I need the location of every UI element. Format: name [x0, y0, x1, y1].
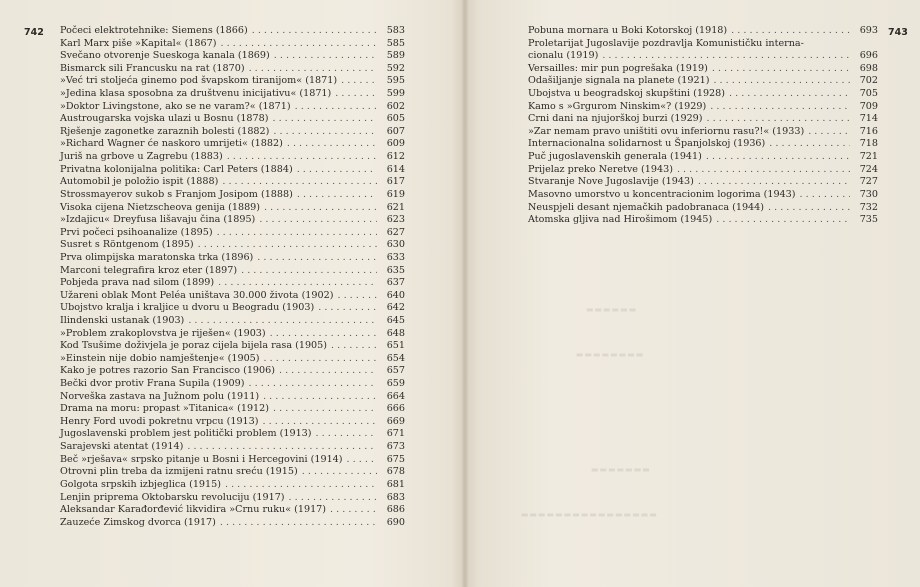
toc-leader-dots — [260, 353, 377, 366]
toc-entry-title: Puč jugoslavenskih generala (1941) — [528, 151, 702, 163]
toc-entry-page: 681 — [386, 478, 405, 490]
toc-leader-dots — [293, 189, 377, 202]
toc-entry-title: Rješenje zagonetke zaraznih bolesti (1882) — [60, 125, 270, 137]
toc-entry-title: Golgota srpskih izbjeglica (1915) — [60, 478, 221, 490]
toc-entry-page: 675 — [386, 453, 405, 465]
toc-entry-title: Otrovni plin treba da izmijeni ratnu sreću (1915) — [60, 466, 298, 478]
toc-leader-dots — [796, 189, 850, 202]
toc-leader-dots — [218, 176, 377, 189]
toc-entry — [60, 50, 405, 63]
toc-entry — [528, 176, 878, 189]
toc-entry-page: 623 — [386, 214, 405, 226]
toc-entry-title: Sarajevski atentat (1914) — [60, 441, 184, 453]
toc-entry — [60, 353, 405, 366]
toc-leader-dots — [283, 138, 377, 151]
left-page-number: 742 — [24, 27, 44, 38]
toc-leader-dots — [245, 378, 377, 391]
toc-entry-page: 709 — [859, 100, 878, 112]
toc-entry — [60, 378, 405, 391]
toc-leader-dots — [708, 63, 850, 76]
toc-leader-dots — [266, 328, 377, 341]
toc-entry-title: Automobil je položio ispit (1888) — [60, 176, 219, 188]
toc-entry — [60, 189, 405, 202]
toc-entry — [60, 176, 405, 189]
toc-entry-title: Kamo s »Grgurom Ninskim«? (1929) — [528, 100, 707, 112]
toc-leader-dots — [706, 101, 850, 114]
toc-entry-title: Susret s Röntgenom (1895) — [60, 239, 194, 251]
toc-entry-page: 640 — [386, 289, 405, 301]
toc-entry — [60, 25, 405, 38]
toc-entry-title: Počeci elektrotehnike: Siemens (1866) — [60, 24, 248, 36]
toc-leader-dots — [765, 138, 850, 151]
toc-entry-page: 609 — [386, 138, 405, 150]
toc-entry-page: 619 — [386, 188, 405, 200]
toc-leader-dots — [343, 454, 377, 467]
toc-entry-page: 612 — [386, 151, 405, 163]
toc-entry-page: 602 — [386, 100, 405, 112]
toc-entry-page: 669 — [386, 415, 405, 427]
toc-entry — [60, 101, 405, 114]
toc-entry-title: Jugoslavenski problem jest politički problem (1913) — [60, 428, 312, 440]
toc-entry — [528, 138, 878, 151]
toc-entry — [528, 88, 878, 101]
toc-entry-title: Versailles: mir pun pogrešaka (1919) — [528, 62, 708, 74]
toc-entry-page: 664 — [386, 390, 405, 402]
toc-entry-page: 621 — [386, 201, 405, 213]
toc-entry-page: 585 — [386, 37, 405, 49]
toc-entry-page: 678 — [386, 466, 405, 478]
toc-entry-page: 730 — [859, 188, 878, 200]
toc-entry — [60, 365, 405, 378]
toc-entry-title: Pobuna mornara u Boki Kotorskoj (1918) — [528, 24, 728, 36]
toc-entry-title: Stvaranje Nove Jugoslavije (1943) — [528, 176, 694, 188]
toc-entry-title: »Problem zrakoplovstva je riješen« (1903) — [60, 327, 266, 339]
toc-leader-dots — [725, 88, 850, 101]
toc-leader-dots — [293, 164, 377, 177]
toc-leader-dots — [673, 164, 850, 177]
toc-entry — [60, 239, 405, 252]
toc-leader-dots — [214, 277, 377, 290]
toc-entry-title: Henry Ford uvodi pokretnu vrpcu (1913) — [60, 415, 259, 427]
toc-entry-title: cionalu (1919) — [528, 50, 599, 62]
toc-entry — [60, 265, 405, 278]
toc-entry-title: Prijelaz preko Neretve (1943) — [528, 163, 673, 175]
toc-leader-dots — [275, 365, 377, 378]
toc-entry — [60, 126, 405, 139]
toc-entry — [528, 126, 878, 139]
toc-leader-dots — [598, 50, 850, 63]
toc-entry-page: 716 — [859, 125, 878, 137]
toc-leader-dots — [727, 25, 850, 38]
toc-leader-dots — [703, 113, 850, 126]
toc-entry — [528, 202, 878, 215]
toc-entry-title: »Doktor Livingstone, ako se ne varam?« (1871) — [60, 100, 291, 112]
toc-entry-page: 659 — [386, 378, 405, 390]
toc-entry-title: Ilindenski ustanak (1903) — [60, 315, 185, 326]
toc-entry-title: Juriš na grbove u Zagrebu (1883) — [60, 151, 223, 163]
toc-entry — [528, 38, 878, 63]
toc-entry-page: 635 — [386, 264, 405, 276]
toc-entry-page: 705 — [859, 88, 878, 100]
toc-entry-page: 592 — [386, 62, 405, 74]
toc-entry-title: Aleksandar Karađorđević likvidira »Crnu ruku« (1917) — [60, 504, 327, 516]
toc-leader-dots — [270, 50, 377, 63]
toc-entry-title: Bismarck sili Francusku na rat (1870) — [60, 62, 245, 74]
toc-entry-page: 607 — [386, 125, 405, 137]
toc-entry-page: 683 — [386, 491, 405, 503]
toc-entry-title: Norveška zastava na Južnom polu (1911) — [60, 390, 260, 402]
book-gutter — [462, 0, 468, 587]
toc-entry-page: 686 — [386, 504, 405, 516]
toc-entry — [60, 290, 405, 303]
toc-entry-page: 589 — [386, 50, 405, 62]
toc-leader-dots — [221, 479, 377, 492]
toc-entry-title: »Već tri stoljeća ginemo pod švapskom tiranijom« (1871) — [60, 75, 338, 87]
toc-leader-dots — [764, 202, 850, 215]
toc-entry-title: Ubojstvo kralja i kraljice u dvoru u Beogradu (1903) — [60, 302, 315, 314]
toc-entry — [60, 429, 405, 442]
toc-entry — [528, 63, 878, 76]
toc-entry — [60, 504, 405, 517]
toc-entry-title: Austrougarska vojska ulazi u Bosnu (1878) — [60, 113, 269, 125]
toc-entry-page: 690 — [386, 516, 405, 528]
toc-leader-dots — [260, 202, 377, 215]
toc-entry-title: Odašiljanje signala na planete (1921) — [528, 75, 710, 87]
toc-entry — [60, 88, 405, 101]
toc-leader-dots — [268, 113, 377, 126]
toc-leader-dots — [253, 252, 377, 265]
toc-leader-dots — [709, 75, 850, 88]
toc-entry-title: Internacionalna solidarnost u Španjolskoj (1936) — [528, 138, 766, 150]
toc-entry-page: 599 — [386, 88, 405, 100]
toc-entry-page: 732 — [859, 201, 878, 213]
toc-entry-page: 671 — [386, 428, 405, 440]
toc-leader-dots — [184, 315, 377, 328]
toc-entry-title: Visoka cijena Nietzscheova genija (1889) — [60, 201, 261, 213]
toc-entry-title: Beč »rješava« srpsko pitanje u Bosni i Hercegovini (1914) — [60, 453, 343, 465]
toc-entry — [60, 328, 405, 341]
toc-entry-page: 702 — [859, 75, 878, 87]
toc-entry-page: 605 — [386, 113, 405, 125]
toc-entry-title: »Zar nemam pravo uništiti ovu inferiornu rasu?!« (1933) — [528, 125, 805, 137]
show-through-text: ▬▬▬▬▬▬ — [585, 305, 637, 314]
toc-entry — [528, 214, 878, 227]
toc-leader-dots — [331, 88, 377, 101]
toc-entry — [60, 214, 405, 227]
toc-entry — [60, 340, 405, 353]
toc-entry-title: Svečano otvorenje Sueskoga kanala (1869) — [60, 50, 270, 62]
toc-leader-dots — [298, 466, 377, 479]
toc-entry-title: »Einstein nije dobio namještenje« (1905) — [60, 352, 260, 364]
toc-leader-dots — [333, 290, 377, 303]
toc-leader-dots — [712, 214, 850, 227]
toc-leader-dots — [248, 25, 377, 38]
toc-entry — [528, 25, 878, 38]
toc-entry-page: 654 — [386, 352, 405, 364]
toc-entry-page: 696 — [859, 50, 878, 62]
show-through-text: ▬▬▬▬▬▬▬ — [590, 465, 650, 474]
toc-entry-page: 718 — [859, 138, 878, 150]
toc-entry — [60, 63, 405, 76]
toc-entry — [60, 454, 405, 467]
toc-entry-title: Užareni oblak Mont Peléa uništava 30.000 života (1902) — [60, 289, 334, 301]
toc-leader-dots — [314, 302, 377, 315]
toc-entry-title: Marconi telegrafira kroz eter (1897) — [60, 264, 238, 276]
toc-entry-title: »Jedina klasa sposobna za društvenu inicijativu« (1871) — [60, 88, 332, 100]
toc-entry — [528, 75, 878, 88]
toc-leader-dots — [337, 75, 377, 88]
toc-entry-page: 721 — [859, 151, 878, 163]
toc-entry — [60, 479, 405, 492]
toc-entry-title: Pobjeda prava nad silom (1899) — [60, 277, 215, 289]
toc-leader-dots — [694, 176, 850, 189]
toc-leader-dots — [237, 265, 377, 278]
left-toc-list — [60, 25, 405, 529]
toc-entry — [60, 403, 405, 416]
toc-leader-dots — [327, 340, 377, 353]
toc-entry — [60, 302, 405, 315]
toc-entry-title-line: Proletarijat Jugoslavije pozdravlja Komunističku interna- — [528, 37, 804, 49]
toc-entry-title: Strossmayerov sukob s Franjom Josipom (1888) — [60, 188, 293, 200]
toc-leader-dots — [326, 504, 377, 517]
toc-entry — [60, 492, 405, 505]
toc-entry-page: 698 — [859, 62, 878, 74]
toc-entry — [60, 252, 405, 265]
toc-entry — [528, 101, 878, 114]
toc-leader-dots — [183, 441, 377, 454]
toc-entry — [528, 151, 878, 164]
toc-leader-dots — [213, 227, 377, 240]
toc-entry-page: 627 — [386, 226, 405, 238]
toc-entry — [60, 202, 405, 215]
toc-entry — [60, 441, 405, 454]
toc-entry-title: Kod Tsušime doživjela je poraz cijela bijela rasa (1905) — [60, 340, 328, 352]
toc-entry-title: Kako je potres razorio San Francisco (1906) — [60, 365, 275, 377]
toc-entry — [60, 227, 405, 240]
toc-entry-page: 614 — [386, 163, 405, 175]
toc-entry-page: 642 — [386, 302, 405, 314]
toc-entry — [60, 416, 405, 429]
toc-entry — [60, 75, 405, 88]
toc-entry — [60, 151, 405, 164]
toc-entry-title: Crni dani na njujorškoj burzi (1929) — [528, 113, 703, 125]
toc-leader-dots — [291, 101, 377, 114]
toc-entry — [528, 113, 878, 126]
toc-entry-title: »Izdajicu« Dreyfusa lišavaju čina (1895) — [60, 214, 256, 226]
toc-entry — [528, 189, 878, 202]
toc-entry-page: 637 — [386, 277, 405, 289]
toc-entry — [60, 466, 405, 479]
toc-leader-dots — [804, 126, 850, 139]
toc-entry-page: 693 — [859, 24, 878, 36]
toc-entry-page: 666 — [386, 403, 405, 415]
toc-leader-dots — [259, 416, 377, 429]
toc-leader-dots — [255, 214, 377, 227]
toc-entry-page: 657 — [386, 365, 405, 377]
toc-entry — [528, 164, 878, 177]
toc-leader-dots — [216, 517, 377, 530]
toc-entry-page: 630 — [386, 239, 405, 251]
toc-entry — [60, 277, 405, 290]
right-page-number: 743 — [888, 27, 908, 38]
toc-leader-dots — [194, 239, 377, 252]
toc-entry — [60, 38, 405, 51]
toc-leader-dots — [223, 151, 377, 164]
toc-leader-dots — [216, 38, 377, 51]
toc-entry-title: Drama na moru: propast »Titanica« (1912) — [60, 403, 269, 415]
toc-entry-title: Prva olimpijska maratonska trka (1896) — [60, 251, 254, 263]
toc-entry — [60, 138, 405, 151]
show-through-text: ▬▬▬▬▬▬▬▬▬▬▬▬▬▬▬▬ — [520, 510, 657, 519]
toc-entry-title: Ubojstva u beogradskoj skupštini (1928) — [528, 88, 725, 100]
toc-entry — [60, 517, 405, 530]
toc-entry-title: Zauzeće Zimskog dvorca (1917) — [60, 516, 216, 528]
toc-entry-title: Neuspjeli desant njemačkih padobranaca (1944) — [528, 201, 764, 213]
toc-entry-page: 651 — [386, 340, 405, 352]
toc-entry-page: 645 — [386, 315, 405, 326]
toc-entry-title: Bečki dvor protiv Frana Supila (1909) — [60, 378, 245, 390]
toc-entry-page: 673 — [386, 441, 405, 453]
toc-entry — [60, 391, 405, 404]
toc-entry-page: 724 — [859, 163, 878, 175]
toc-entry-page: 633 — [386, 251, 405, 263]
toc-entry-title: Masovno umorstvo u koncentracionim logorima (1943) — [528, 188, 796, 200]
toc-entry-title: Prvi počeci psihoanalize (1895) — [60, 226, 213, 238]
toc-entry-page: 583 — [386, 24, 405, 36]
toc-entry — [60, 113, 405, 126]
toc-entry-title: Atomska gljiva nad Hirošimom (1945) — [528, 214, 713, 226]
toc-entry-title: Lenjin priprema Oktobarsku revoluciju (1917) — [60, 491, 285, 503]
toc-entry-page: 648 — [386, 327, 405, 339]
toc-leader-dots — [259, 391, 377, 404]
toc-leader-dots — [245, 63, 377, 76]
toc-entry-page: 727 — [859, 176, 878, 188]
toc-entry-page: 617 — [386, 176, 405, 188]
toc-entry — [60, 315, 405, 328]
toc-leader-dots — [285, 492, 377, 505]
toc-entry-page: 595 — [386, 75, 405, 87]
right-toc-list — [528, 25, 878, 227]
toc-leader-dots — [269, 403, 377, 416]
toc-entry — [60, 164, 405, 177]
toc-leader-dots — [312, 428, 377, 441]
toc-entry-page: 714 — [859, 113, 878, 125]
toc-entry-title: Privatna kolonijalna politika: Carl Peters (1884) — [60, 163, 293, 175]
toc-leader-dots — [702, 151, 850, 164]
toc-entry-page: 735 — [859, 214, 878, 226]
toc-entry-title: »Richard Wagner će naskoro umrijeti« (1882) — [60, 138, 283, 150]
show-through-text: ▬▬▬▬▬▬▬▬ — [575, 350, 644, 359]
toc-entry-title: Karl Marx piše »Kapital« (1867) — [60, 37, 217, 49]
toc-leader-dots — [269, 126, 377, 139]
